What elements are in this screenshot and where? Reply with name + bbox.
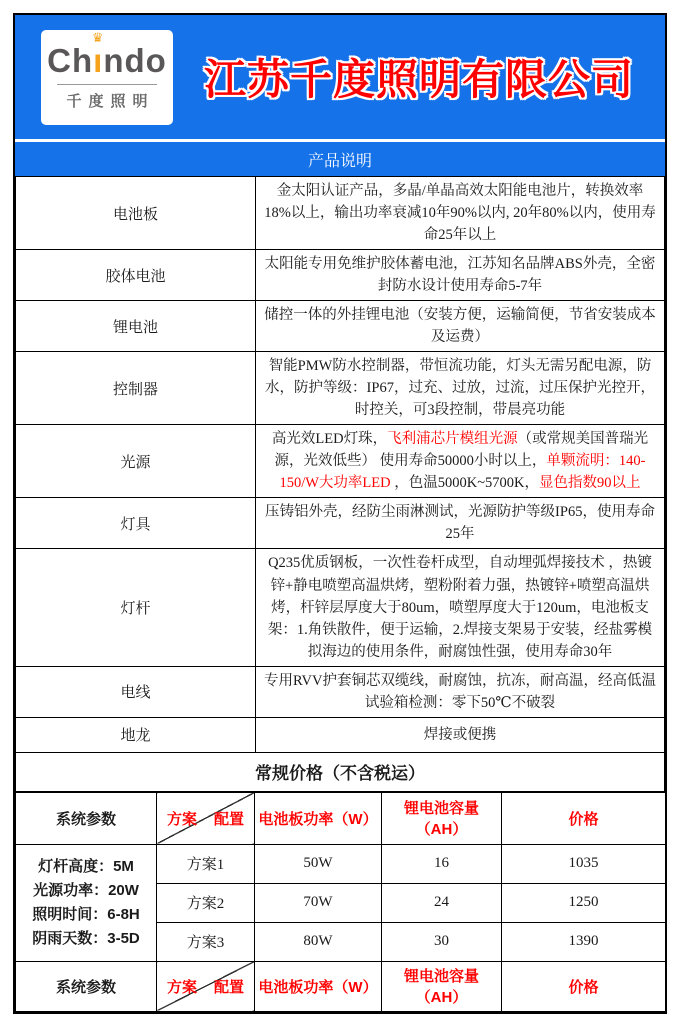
plan-price: 1390 (502, 922, 666, 961)
price-col-battery-capacity: 锂电池容量（AH） (382, 961, 502, 1011)
logo-brand-prefix: Ch (47, 41, 94, 79)
spec-row-light-source (16, 425, 665, 498)
spec-desc: 智能PMW防水控制器，带恒流功能，灯头无需另配电源，防水，防护等级：IP67，过充、过放，过流，过压保护光控开，时控关，可3段控制，带晨亮功能 (256, 352, 665, 425)
header (15, 15, 665, 139)
price-col-panel-power: 电池板功率（W） (255, 961, 382, 1011)
price-col-panel-power: 电池板功率（W） (255, 792, 382, 844)
company-logo (41, 30, 173, 125)
price-row-plan1 (16, 844, 666, 883)
spec-label: 光源 (16, 425, 256, 498)
spec-label: 灯具 (16, 498, 256, 549)
diag-label-config: 配置 (213, 978, 244, 996)
plan-price: 1250 (502, 883, 666, 922)
logo-divider (57, 84, 157, 85)
plan-battery-capacity: 16 (382, 844, 502, 883)
desc-part-highlight: 显色指数90以上 (539, 475, 641, 492)
desc-part: 高光效LED灯珠， (271, 431, 388, 448)
spec-label: 地龙 (16, 717, 256, 752)
diag-label-config: 配置 (213, 810, 244, 828)
spec-desc: 焊接或便携 (256, 717, 665, 752)
logo-brand-suffix: ndo (103, 41, 167, 79)
price-section-title: 常规价格（不含税运） (16, 752, 665, 791)
desc-part: （或常规美国普瑞光源，光效低些） 使用寿命50000小时以上， (274, 431, 649, 470)
system-params-cell (16, 844, 157, 961)
plan-name: 方案3 (157, 922, 255, 961)
plan-price: 1035 (502, 844, 666, 883)
price-table (15, 792, 666, 1012)
logo-i-letter: ı (93, 41, 104, 79)
price-footer-header-row (16, 961, 666, 1011)
spec-label: 控制器 (16, 352, 256, 425)
spec-row-lamp (16, 498, 665, 549)
price-col-plan-config (157, 792, 255, 844)
spec-row-pole (16, 549, 665, 666)
diag-label-plan: 方案 (167, 978, 198, 996)
spec-label: 电池板 (16, 177, 256, 250)
spec-desc (256, 425, 665, 498)
price-header-row (16, 792, 666, 844)
spec-table (15, 176, 665, 792)
section-title: 产品说明 (15, 142, 665, 176)
spec-label: 胶体电池 (16, 250, 256, 301)
spec-row-ground-cage (16, 717, 665, 752)
plan-panel-power: 50W (255, 844, 382, 883)
plan-panel-power: 70W (255, 883, 382, 922)
param-lighting-time: 照明时间：6-8H (32, 905, 140, 923)
spec-desc: 储控一体的外挂锂电池（安装方便，运输简便，节省安装成本及运费） (256, 301, 665, 352)
price-col-system-params: 系统参数 (16, 961, 157, 1011)
price-col-system-params: 系统参数 (16, 792, 157, 844)
spec-desc: 压铸铝外壳，经防尘雨淋测试，光源防护等级IP65，使用寿命25年 (256, 498, 665, 549)
spec-label: 电线 (16, 666, 256, 717)
price-col-price: 价格 (502, 961, 666, 1011)
spec-desc: 专用RVV护套铜芯双缆线，耐腐蚀，抗冻，耐高温，经高低温试验箱检测：零下50℃不破裂 (256, 666, 665, 717)
diagonal-cell (158, 976, 253, 997)
price-col-price: 价格 (502, 792, 666, 844)
desc-part-highlight: 单颗流明：140-150/W大功率LED (279, 453, 646, 492)
spec-row-controller (16, 352, 665, 425)
company-name: 江苏千度照明有限公司 (203, 56, 634, 103)
diagonal-cell (158, 808, 253, 829)
plan-battery-capacity: 24 (382, 883, 502, 922)
spec-desc: 太阳能专用免维护胶体蓄电池，江苏知名品牌ABS外壳，全密封防水设计使用寿命5-7年 (256, 250, 665, 301)
logo-brand-text (47, 29, 167, 79)
price-col-plan-config (157, 961, 255, 1011)
diag-label-plan: 方案 (167, 810, 198, 828)
spec-desc: Q235优质钢板，一次性卷杆成型，自动埋弧焊接技术 ，热镀锌+静电喷塑高温烘烤，塑粉附着力强，热镀锌+喷塑高温烘烤，杆锌层厚度大于80um，喷塑厚度大于120um，电池板支架：1.角铁散件，便于运输，2.焊接支架易于安装，经盐雾模拟海边的使用条件，耐腐蚀性强，使用寿命30年 (256, 549, 665, 666)
product-sheet (13, 13, 667, 1014)
price-title-row (16, 752, 665, 791)
spec-label: 锂电池 (16, 301, 256, 352)
spec-label: 灯杆 (16, 549, 256, 666)
logo-subtitle: 千度照明 (66, 92, 155, 110)
plan-name: 方案1 (157, 844, 255, 883)
logo-brand-i (91, 29, 105, 79)
desc-part: ，色温5000K~5700K， (390, 475, 540, 492)
plan-panel-power: 80W (255, 922, 382, 961)
spec-desc: 金太阳认证产品，多晶/单晶高效太阳能电池片，转换效率18%以上，输出功率衰减10年90%以内, 20年80%以内，使用寿命25年以上 (256, 177, 665, 250)
crown-icon: ♛ (91, 29, 105, 45)
desc-part-highlight: 飞利浦芯片模组光源 (387, 431, 518, 448)
spec-row-battery-panel (16, 177, 665, 250)
plan-battery-capacity: 30 (382, 922, 502, 961)
spec-row-wire (16, 666, 665, 717)
param-pole-height: 灯杆高度：5M (38, 857, 134, 875)
price-col-battery-capacity: 锂电池容量（AH） (382, 792, 502, 844)
param-source-power: 光源功率：20W (33, 881, 139, 899)
plan-name: 方案2 (157, 883, 255, 922)
spec-row-gel-battery (16, 250, 665, 301)
param-rainy-days: 阴雨天数：3-5D (32, 929, 140, 947)
spec-row-lithium-battery (16, 301, 665, 352)
